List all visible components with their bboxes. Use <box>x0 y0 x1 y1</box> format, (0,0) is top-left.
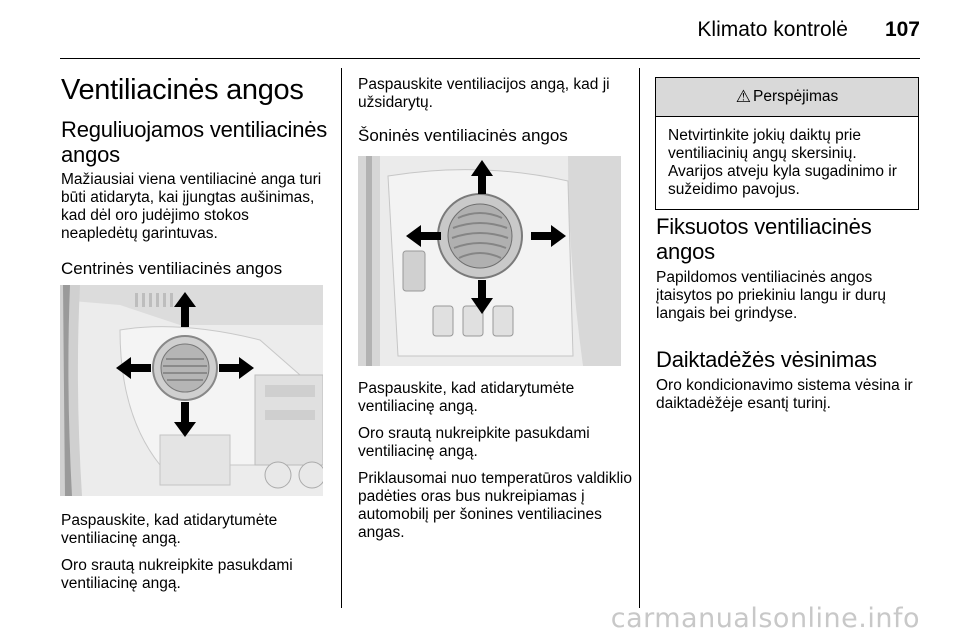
paragraph-open-vent: Paspauskite, kad atidarytumėte ventiliacinę angą. <box>61 512 278 547</box>
header-rule <box>60 58 920 59</box>
running-header-section: Klimato kontrolė <box>697 18 848 41</box>
paragraph-temperature-control: Priklausomai nuo temperatūros valdiklio padėties oras bus nukreipiamas į automobilį per šonines ventiliacines angas. <box>358 470 632 541</box>
section-heading: Ventiliacinės angos <box>61 74 304 106</box>
glovebox-cooling-heading: Daiktadėžės vėsinimas <box>656 347 877 372</box>
paragraph-close-vent: Paspauskite ventiliacijos angą, kad ji užsidarytų. <box>358 76 610 111</box>
warning-title: Perspėjimas <box>752 88 839 105</box>
warning-header <box>656 78 918 117</box>
column-divider-1 <box>341 68 342 608</box>
side-vents-photo <box>358 156 621 366</box>
side-vents-heading: Šoninės ventiliacinės angos <box>358 126 568 145</box>
watermark: carmanualsonline.info <box>610 603 920 634</box>
paragraph-fixed-vents: Papildomos ventiliacinės angos įtaisytos po priekiniu langu ir durų langais bei grindyse. <box>656 269 887 322</box>
intro-paragraph: Mažiausiai viena ventiliacinė anga turi būti atidaryta, kai įjungtas aušinimas, kad dėl oro judėjimo stokos neapledėtų garintuvas. <box>61 171 322 242</box>
central-vents-photo <box>60 285 323 496</box>
page-number: 107 <box>884 18 920 41</box>
paragraph-glovebox-cooling: Oro kondicionavimo sistema vėsina ir daiktadėžėje esantį turinį. <box>656 377 913 412</box>
paragraph-direct-airflow: Oro srautą nukreipkite pasukdami ventiliacinę angą. <box>61 557 293 592</box>
paragraph-direct-side-airflow: Oro srautą nukreipkite pasukdami ventiliacinę angą. <box>358 425 590 460</box>
column-3 <box>656 214 924 422</box>
column-1-bottom <box>61 512 331 602</box>
column-2 <box>358 76 628 146</box>
fixed-vents-heading: Fiksuotos ventiliacinės angos <box>656 214 872 264</box>
central-vents-illustration <box>60 285 323 496</box>
column-1 <box>61 74 329 279</box>
column-2-bottom <box>358 380 632 551</box>
warning-text: Netvirtinkite jokių daiktų prie ventiliacinių angų skersinių. Avarijos atveju kyla sugadinimo ir sužeidimo pavojus. <box>668 127 897 198</box>
paragraph-open-side-vent: Paspauskite, kad atidarytumėte ventiliacinę angą. <box>358 380 575 415</box>
side-vents-illustration <box>358 156 621 366</box>
warning-triangle-icon: ⚠ <box>735 87 751 106</box>
subsection-heading: Reguliuojamos ventiliacinės angos <box>61 117 328 167</box>
central-vents-heading: Centrinės ventiliacinės angos <box>61 259 283 278</box>
column-divider-2 <box>639 68 640 608</box>
warning-box <box>655 77 919 210</box>
